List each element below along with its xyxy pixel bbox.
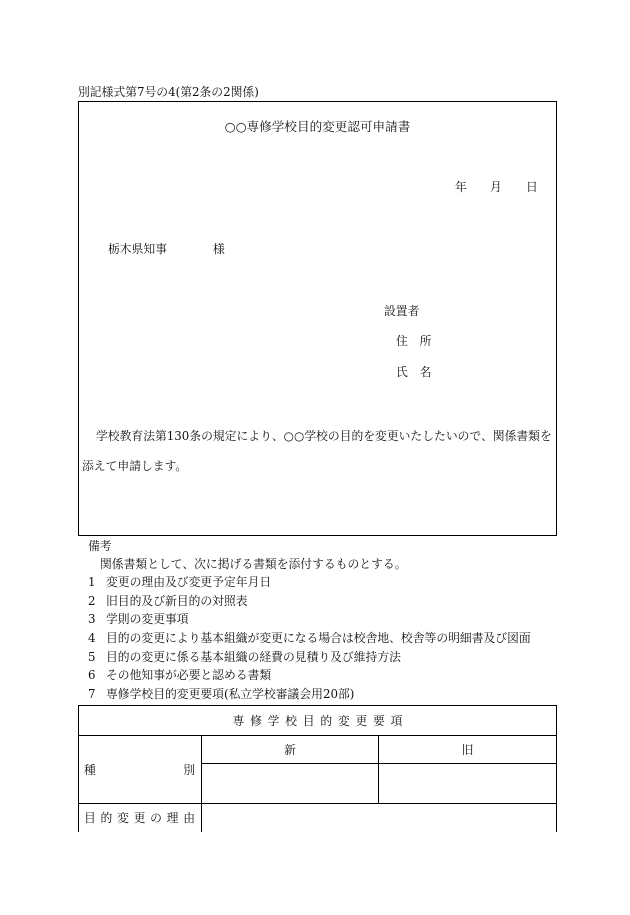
remarks-item xyxy=(88,573,531,592)
remarks-item-number: 4 xyxy=(88,631,96,646)
application-title: ○○専修学校目的変更認可申請書 xyxy=(224,119,411,134)
label-character: 目 xyxy=(84,811,96,825)
remarks-item-number: 1 xyxy=(88,575,96,589)
new-header-cell xyxy=(202,736,379,764)
label-character: 的 xyxy=(320,713,333,728)
remarks-item xyxy=(88,666,531,685)
remarks-heading: 備考 xyxy=(88,539,112,553)
label-character: 項 xyxy=(390,713,403,728)
reason-value-cell xyxy=(202,804,556,832)
label-character: 理 xyxy=(166,811,179,825)
summary-table-title xyxy=(233,714,403,728)
type-label xyxy=(84,763,195,777)
label-character: 更 xyxy=(133,811,146,825)
remarks-item xyxy=(88,610,531,629)
application-body-line: 学校教育法第130条の規定により、○○学校の目的を変更いたしたいので、関係書類を xyxy=(96,429,552,443)
reason-label-cell xyxy=(79,804,202,832)
label-character: の xyxy=(150,811,162,825)
application-box xyxy=(78,101,557,536)
remarks-item xyxy=(88,592,531,611)
addressee-label: 栃木県知事 xyxy=(108,242,167,256)
application-body-line: 添えて申請します。 xyxy=(82,459,188,473)
old-value-cell xyxy=(379,764,556,804)
label-character: 学 xyxy=(267,713,280,728)
label-character: 種 xyxy=(84,762,96,777)
address-label: 住 所 xyxy=(396,334,432,348)
label-character: 別 xyxy=(183,762,195,777)
old-header-cell xyxy=(379,736,556,764)
remarks-item-text: 専修学校目的変更要項(私立学校審議会用20部) xyxy=(106,687,355,702)
remarks-item-text: 目的の変更に係る基本組織の経費の見積り及び維持方法 xyxy=(106,649,401,664)
remarks-list xyxy=(88,573,531,704)
remarks-item-number: 7 xyxy=(88,687,96,702)
remarks-item-number: 5 xyxy=(88,649,96,664)
founder-label: 設置者 xyxy=(384,304,420,318)
label-character: 修 xyxy=(250,713,262,728)
label-character: 変 xyxy=(337,713,350,728)
date-month-label: 月 xyxy=(490,180,502,194)
name-label: 氏 名 xyxy=(396,365,432,379)
remarks-item-text: 学則の変更事項 xyxy=(106,612,189,627)
form-number-label: 別記様式第7号の4(第2条の2関係) xyxy=(78,85,259,99)
remarks-item xyxy=(88,648,531,667)
remarks-item-number: 6 xyxy=(88,668,96,683)
type-label-cell xyxy=(79,736,202,804)
remarks-item xyxy=(88,629,531,648)
label-character: 更 xyxy=(355,713,368,728)
reason-label xyxy=(84,811,195,825)
new-value-cell xyxy=(202,764,379,804)
date-year-label: 年 xyxy=(455,180,467,194)
label-character: 変 xyxy=(117,811,129,825)
label-character: 専 xyxy=(232,713,245,728)
remarks-item xyxy=(88,685,531,704)
remarks-item-number: 2 xyxy=(88,593,96,608)
remarks-item-text: 目的の変更により基本組織が変更になる場合は校舎地、校舎等の明細書及び図面 xyxy=(106,631,531,646)
label-character: 校 xyxy=(285,713,297,728)
remarks-item-text: 変更の理由及び変更予定年月日 xyxy=(106,575,272,589)
label-character: 要 xyxy=(373,713,385,728)
date-day-label: 日 xyxy=(526,180,538,194)
label-character: 的 xyxy=(100,811,113,825)
summary-table-title-cell xyxy=(79,706,556,736)
old-header-label: 旧 xyxy=(461,742,474,757)
remarks-item-text: 旧目的及び新目的の対照表 xyxy=(106,593,248,608)
honorific-label: 様 xyxy=(213,242,225,256)
remarks-item-number: 3 xyxy=(88,612,96,627)
remarks-intro: 関係書類として、次に掲げる書類を添付するものとする。 xyxy=(100,557,407,571)
label-character: 目 xyxy=(302,713,315,728)
summary-table xyxy=(78,705,557,832)
label-character: 由 xyxy=(183,811,195,825)
remarks-item-text: その他知事が必要と認める書類 xyxy=(106,668,272,683)
new-header-label: 新 xyxy=(284,742,296,757)
